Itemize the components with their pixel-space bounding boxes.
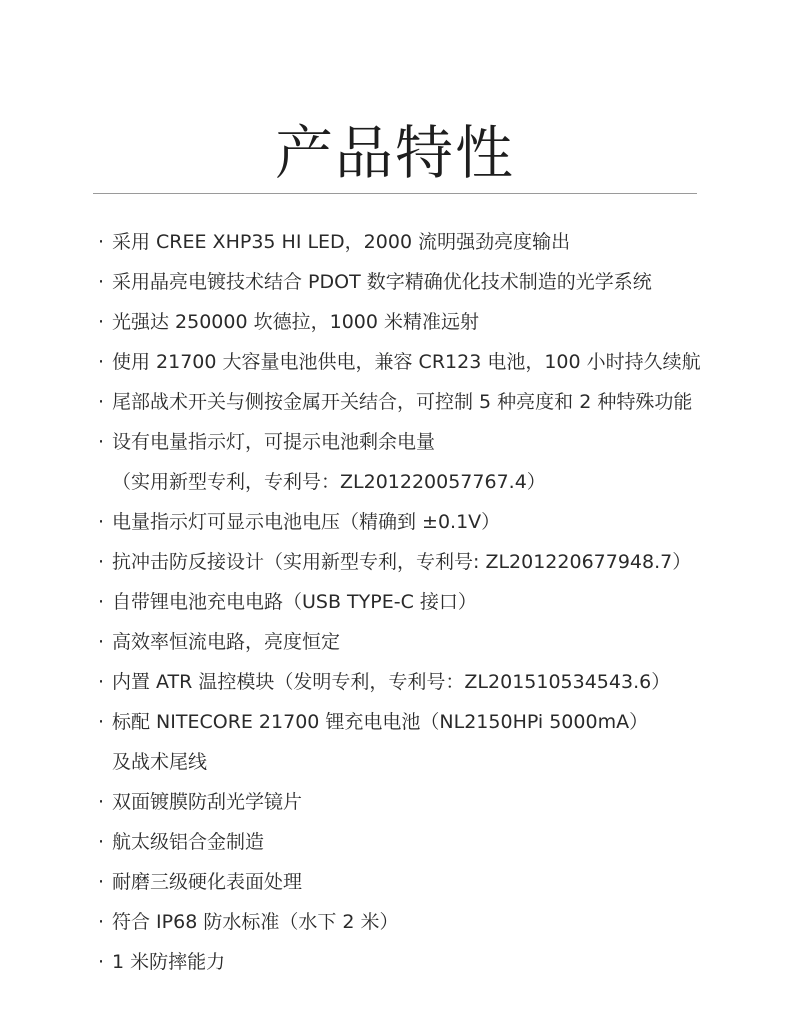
feature-item bbox=[92, 542, 732, 582]
feature-item bbox=[92, 262, 732, 302]
feature-text: 抗冲击防反接设计（实用新型专利，专利号: ZL201220677948.7） bbox=[112, 551, 692, 573]
feature-text: 采用 CREE XHP35 HI LED，2000 流明强劲亮度输出 bbox=[112, 231, 571, 253]
feature-text: 高效率恒流电路，亮度恒定 bbox=[112, 631, 341, 653]
bullet-icon: · bbox=[97, 631, 105, 653]
feature-item bbox=[92, 502, 732, 542]
feature-text: 1 米防摔能力 bbox=[112, 951, 226, 973]
feature-item bbox=[92, 902, 732, 942]
feature-item bbox=[92, 582, 732, 622]
feature-text: 自带锂电池充电电路（USB TYPE-C 接口） bbox=[112, 591, 477, 613]
bullet-icon: · bbox=[97, 591, 105, 613]
bullet-icon: · bbox=[97, 911, 105, 933]
feature-item bbox=[92, 222, 732, 262]
feature-text: 符合 IP68 防水标准（水下 2 米） bbox=[112, 911, 399, 933]
feature-text: 使用 21700 大容量电池供电，兼容 CR123 电池，100 小时持久续航 bbox=[112, 351, 701, 373]
bullet-icon: · bbox=[97, 551, 105, 573]
feature-text: 尾部战术开关与侧按金属开关结合，可控制 5 种亮度和 2 种特殊功能 bbox=[112, 391, 693, 413]
bullet-icon: · bbox=[97, 271, 105, 293]
feature-text: 设有电量指示灯，可提示电池剩余电量 bbox=[112, 431, 436, 453]
bullet-icon: · bbox=[97, 831, 105, 853]
feature-text: 光强达 250000 坎德拉，1000 米精准远射 bbox=[112, 311, 480, 333]
bullet-icon: · bbox=[97, 231, 105, 253]
page-title: 产品特性 bbox=[274, 118, 515, 187]
feature-text: 标配 NITECORE 21700 锂充电电池（NL2150HPi 5000mA） bbox=[112, 711, 649, 733]
feature-text: 及战术尾线 bbox=[112, 751, 208, 773]
bullet-icon: · bbox=[97, 351, 105, 373]
feature-text: （实用新型专利，专利号：ZL201220057767.4） bbox=[112, 471, 546, 493]
feature-item-continuation bbox=[92, 462, 732, 502]
feature-item bbox=[92, 622, 732, 662]
feature-item bbox=[92, 342, 732, 382]
bullet-icon: · bbox=[97, 791, 105, 813]
bullet-icon: · bbox=[97, 511, 105, 533]
bullet-icon: · bbox=[97, 311, 105, 333]
feature-list bbox=[92, 222, 732, 982]
bullet-icon: · bbox=[97, 871, 105, 893]
feature-text: 航太级铝合金制造 bbox=[112, 831, 265, 853]
feature-text: 耐磨三级硬化表面处理 bbox=[112, 871, 303, 893]
feature-item bbox=[92, 822, 732, 862]
bullet-icon: · bbox=[97, 391, 105, 413]
bullet-icon: · bbox=[97, 671, 105, 693]
feature-item bbox=[92, 382, 732, 422]
feature-text: 内置 ATR 温控模块（发明专利，专利号：ZL201510534543.6） bbox=[112, 671, 671, 693]
feature-item bbox=[92, 862, 732, 902]
title-divider bbox=[93, 193, 697, 194]
bullet-icon: · bbox=[97, 711, 105, 733]
bullet-icon: · bbox=[97, 431, 105, 453]
bullet-icon: · bbox=[97, 951, 105, 973]
feature-item bbox=[92, 422, 732, 462]
feature-item-continuation bbox=[92, 742, 732, 782]
feature-text: 电量指示灯可显示电池电压（精确到 ±0.1V） bbox=[112, 511, 501, 533]
feature-item bbox=[92, 942, 732, 982]
feature-item bbox=[92, 302, 732, 342]
feature-text: 采用晶亮电镀技术结合 PDOT 数字精确优化技术制造的光学系统 bbox=[112, 271, 652, 293]
feature-item bbox=[92, 702, 732, 742]
feature-text: 双面镀膜防刮光学镜片 bbox=[112, 791, 303, 813]
feature-item bbox=[92, 662, 732, 702]
feature-item bbox=[92, 782, 732, 822]
